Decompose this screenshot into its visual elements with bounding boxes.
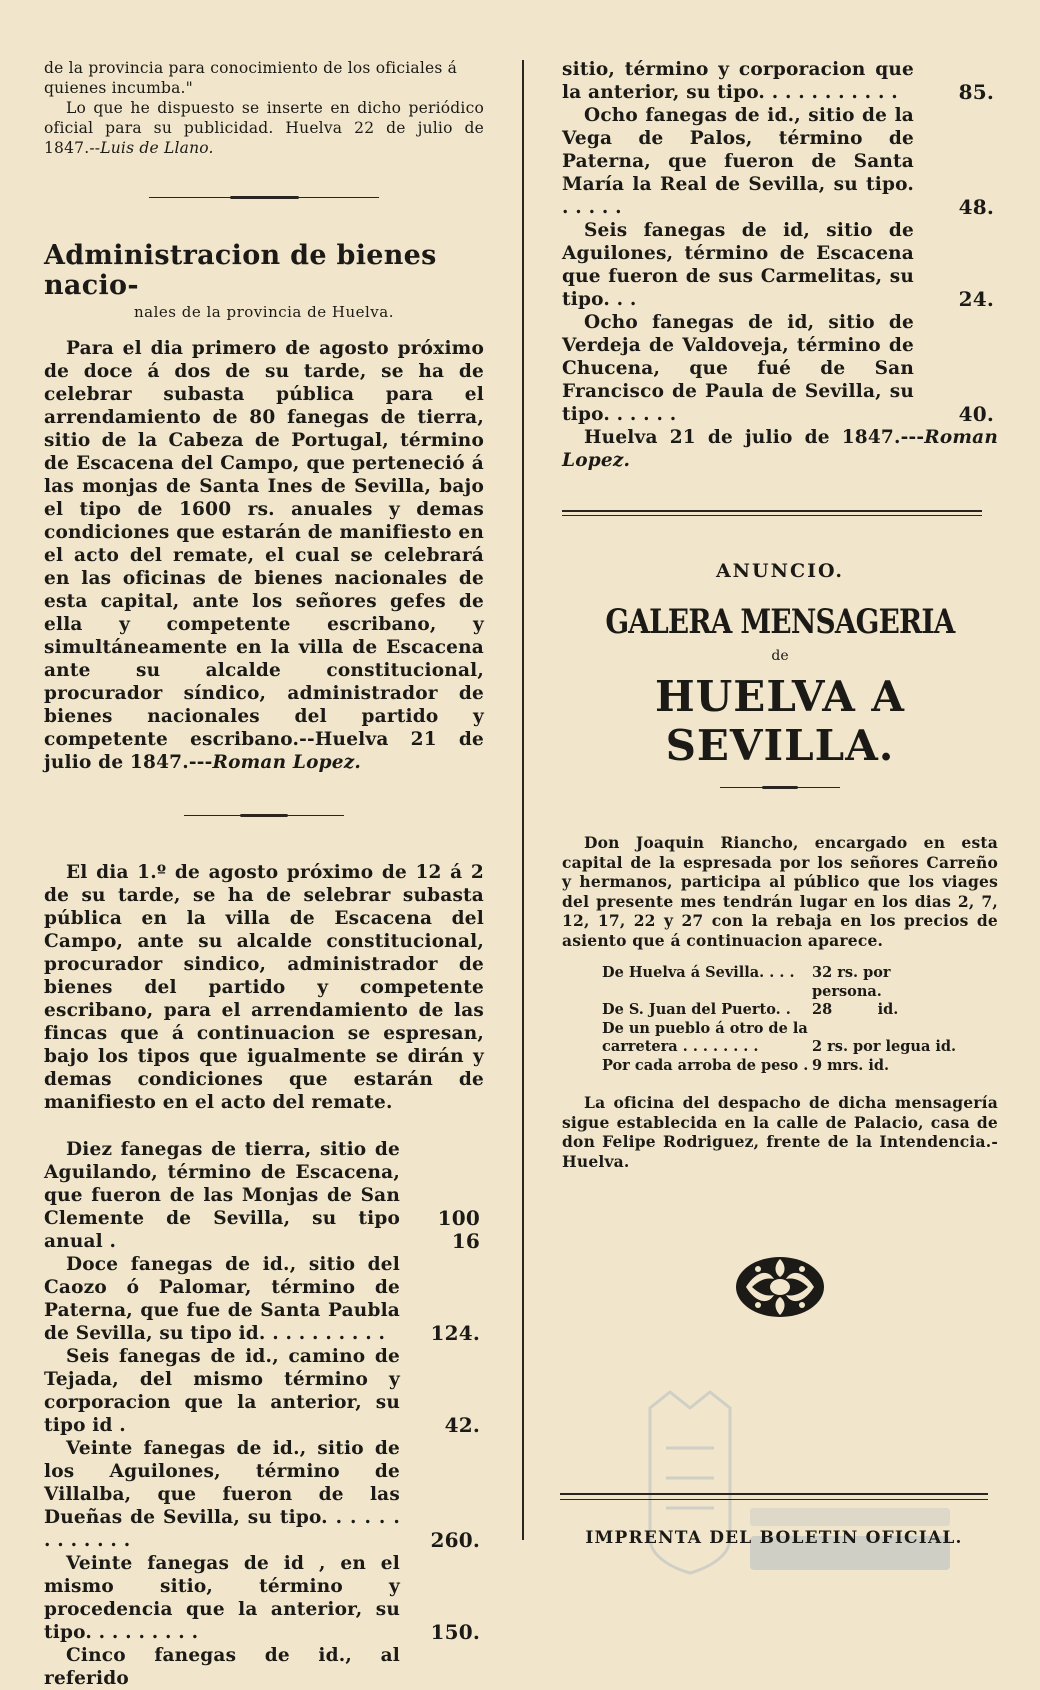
lease-item-text: Cinco fanegas de id., al referido bbox=[44, 1645, 400, 1689]
lease-item-amount: 24. bbox=[958, 287, 994, 311]
fare-price: 32 rs. por persona. bbox=[812, 964, 891, 1000]
auction-notice-2: El dia 1.º de agosto próximo de 12 á 2 de su tarde, se ha de selebrar subasta pública en la villa de Escacena del Campo, ante su alcalde constitucional, procurador sindico, administrador de bienes del partido y competente escribano, para el arrendamiento de las fincas que á continuacion se espresan, bajo los tipos que igualmente se dirán y demas condiciones que estarán de manifiesto en el acto del remate. bbox=[44, 862, 484, 1113]
lease-item-amount: 40. bbox=[958, 402, 994, 426]
lease-list-continued bbox=[562, 58, 998, 472]
auction-notice-1-body: Para el dia primero de agosto próximo de doce á dos de su tarde, se ha de celebrar subasta pública para el arrendamiento de 80 fanegas de tierra, sitio de la Cabeza de Portugal, término de Escacena del Campo, que perteneció á las monjas de Santa Ines de Sevilla, bajo el tipo de 1600 rs. anuales y demas condiciones que estarán de manifiesto en el acto del remate, el cual se celebrará en las oficinas de bienes nacionales de esta capital, ante los señores gefes de ella y competente escribano, y simultáneamente en la villa de Escacena ante su alcalde constitucional, procurador síndico, administrador de bienes nacionales del partido y competente escribano.--Huelva 21 de julio de 1847.--- bbox=[44, 338, 484, 773]
column-divider bbox=[522, 440, 524, 1540]
ornament-icon bbox=[562, 1251, 998, 1323]
section-divider bbox=[720, 786, 840, 789]
right-column bbox=[562, 58, 998, 1323]
announcement-label: ANUNCIO. bbox=[715, 560, 845, 582]
footer-divider bbox=[560, 1493, 988, 1500]
fare-price: 9 mrs. id. bbox=[812, 1056, 890, 1074]
section-divider bbox=[149, 196, 379, 199]
lease-item-amount: 150. bbox=[430, 1620, 480, 1644]
lease-list bbox=[44, 1138, 484, 1690]
intro-signature: Luis de Llano. bbox=[100, 139, 214, 157]
fare-route: Por cada arroba de peso . bbox=[602, 1056, 809, 1074]
auction-notice-1-signature: Roman Lopez. bbox=[212, 752, 362, 773]
section-subheading: nales de la provincia de Huelva. bbox=[134, 303, 394, 321]
lease-closing-date: Huelva 21 de julio de 1847.--- bbox=[584, 427, 925, 448]
section-heading: Administracion de bienes nacio- bbox=[44, 240, 437, 301]
lease-item bbox=[44, 1644, 484, 1690]
section-divider bbox=[184, 814, 344, 817]
intro-dispatch-body: Lo que he dispuesto se inserte en dicho periódico oficial para su publicidad. Huelva 22 de julio de 1847.-- bbox=[44, 99, 484, 157]
lease-item-text: Seis fanegas de id, sitio de Aguilones, término de Escacena que fueron de sus Carmelitas, su tipo. . . bbox=[562, 220, 914, 310]
lease-item bbox=[562, 58, 998, 104]
lease-item-text: Ocho fanegas de id., sitio de la Vega de Palos, término de Paterna, que fueron de Santa María la Real de Sevilla, su tipo. . . . . . bbox=[562, 105, 914, 218]
lease-item-text: Veinte fanegas de id , en el mismo sitio, término y procedencia que la anterior, su tipo. . . . . . . . . bbox=[44, 1553, 400, 1643]
lease-item bbox=[562, 311, 998, 426]
route-title: HUELVA A SEVILLA. bbox=[655, 672, 905, 770]
section-divider-long bbox=[562, 510, 982, 516]
intro-text: de la provincia para conocimiento de los oficiales á quienes incumba." bbox=[44, 59, 458, 97]
lease-item-amount: 124. bbox=[430, 1321, 480, 1345]
fare-row bbox=[602, 964, 962, 1001]
lease-item-text: Seis fanegas de id., camino de Tejada, del mismo término y corporacion que la anterior, su tipo id . bbox=[44, 1346, 400, 1436]
intro-dispatch bbox=[44, 98, 484, 158]
column-divider bbox=[522, 60, 524, 440]
lease-item-amount: 42. bbox=[444, 1413, 480, 1437]
lease-closing-signature: Roman Lopez. bbox=[562, 427, 998, 471]
lease-item-text: Veinte fanegas de id., sitio de los Aguilones, término de Villalba, que fueron de las Dueñas de Sevilla, su tipo. . . . . . . . . . . . . bbox=[44, 1438, 400, 1551]
fare-route: De S. Juan del Puerto. . bbox=[602, 1001, 791, 1018]
fare-route: De Huelva á Sevilla. . . . bbox=[602, 964, 795, 981]
lease-item bbox=[44, 1138, 484, 1253]
left-column bbox=[44, 58, 484, 1690]
lease-item-text: Diez fanegas de tierra, sitio de Aguilando, término de Escacena, que fueron de las Monjas de San Clemente de Sevilla, su tipo anual . bbox=[44, 1139, 400, 1252]
announcement-title: GALERA MENSAGERIA bbox=[605, 602, 955, 642]
watermark-crest-icon bbox=[630, 1388, 960, 1582]
lease-item bbox=[44, 1253, 484, 1345]
ornament-icon-graphic bbox=[732, 1251, 828, 1323]
fare-row bbox=[602, 1001, 962, 1020]
lease-item bbox=[44, 1552, 484, 1644]
lease-item-text: sitio, término y corporacion que la anterior, su tipo. . . . . . . . . . . bbox=[562, 59, 914, 103]
announcement-connector: de bbox=[771, 648, 789, 664]
lease-item bbox=[562, 104, 998, 219]
fare-price: 2 rs. por legua id. bbox=[812, 1038, 957, 1055]
mensageria-notice: Don Joaquin Riancho, encargado en esta capital de la espresada por los señores Carreño y hermanos, participa al público que los viages del presente mes tendrán lugar en los dias 2, 7, 12, 17, 22 y 27 con la rebaja en los precios de asiento que á continuacion aparece. bbox=[562, 833, 998, 950]
lease-item-amount: 100 16 bbox=[437, 1206, 480, 1253]
lease-item bbox=[44, 1437, 484, 1552]
lease-item-amount: 48. bbox=[958, 195, 994, 219]
fare-price: 28 id. bbox=[812, 1001, 899, 1018]
lease-closing bbox=[562, 426, 998, 472]
lease-item bbox=[562, 219, 998, 311]
fare-route: De un pueblo á otro de la carretera . . . . . . . . bbox=[602, 1019, 808, 1055]
printer-imprint: IMPRENTA DEL BOLETIN OFICIAL. bbox=[585, 1528, 963, 1548]
fare-row bbox=[602, 1057, 962, 1076]
lease-item-text: Ocho fanegas de id, sitio de Verdeja de Valdoveja, término de Chucena, que fué de San Francisco de Paula de Sevilla, su tipo. . . . . . bbox=[562, 312, 914, 425]
fare-table bbox=[602, 964, 962, 1075]
fare-row bbox=[602, 1020, 962, 1057]
auction-notice-1 bbox=[44, 337, 484, 774]
lease-item-text: Doce fanegas de id., sitio del Caozo ó Palomar, término de Paterna, que fue de Santa Paubla de Sevilla, su tipo id. . . . . . . . . . bbox=[44, 1254, 400, 1344]
lease-item bbox=[44, 1345, 484, 1437]
lease-item-amount: 85. bbox=[958, 80, 994, 104]
office-notice: La oficina del despacho de dicha mensagería sigue establecida en la calle de Palacio, casa de don Felipe Rodriguez, frente de la Intendencia.-Huelva. bbox=[562, 1093, 998, 1171]
lease-item-amount: 260. bbox=[430, 1528, 480, 1552]
